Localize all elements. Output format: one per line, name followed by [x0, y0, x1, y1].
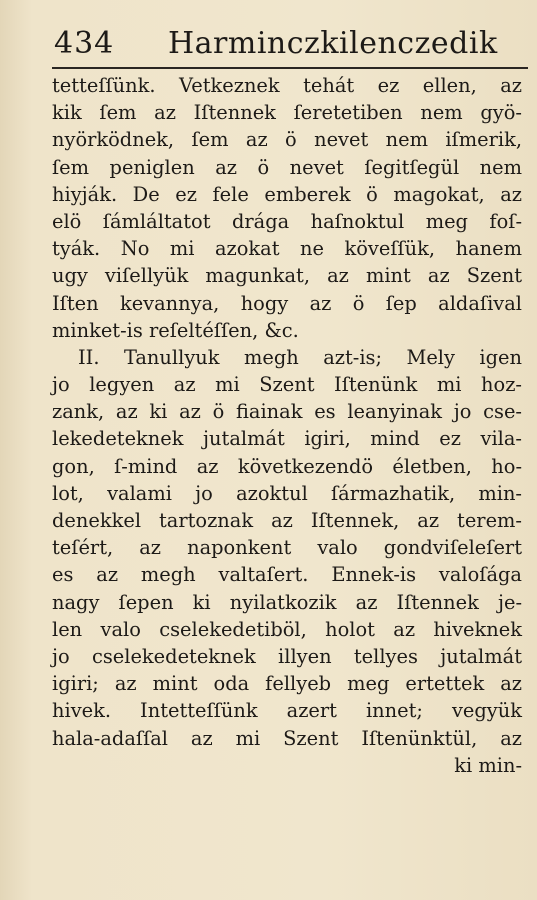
text-line: ugy viſellyük magunkat, az mint az Szent: [52, 264, 522, 288]
text-line: nagy ſepen ki nyilatkozik az Iſtennek je-: [52, 590, 522, 614]
text-line: lot, valami jo azoktul ſármazhatik, min-: [52, 481, 522, 505]
catchword: ki min-: [454, 753, 522, 777]
running-title: Harminczkilenczedik: [168, 26, 498, 61]
text-line: kik ſem az Iſtennek ſeretetiben nem gyö-: [52, 101, 522, 125]
text-line: len valo cselekedetiböl, holot az hiveknek: [52, 617, 522, 641]
text-line: nyörködnek, ſem az ö nevet nem iſmerik,: [52, 128, 522, 152]
page-number: 434: [54, 26, 115, 61]
text-line: Iſten kevannya, hogy az ö ſep aldaſival: [52, 291, 522, 315]
text-line: minket-is reſeltéſſen, &c.: [52, 318, 299, 342]
text-line: gon, ſ-mind az következendö életben, ho-: [52, 454, 522, 478]
text-line: tetteſſünk. Vetkeznek tehát ez ellen, az: [52, 74, 522, 97]
running-head: [46, 22, 516, 62]
header-rule: [52, 67, 528, 69]
text-line: igiri; az mint oda fellyeb meg ertettek az: [52, 672, 522, 696]
body-text: [52, 72, 522, 779]
text-line: zank, az ki az ö fiainak es leanyinak jo cse-: [52, 400, 522, 424]
text-line: denekkel tartoznak az Iſtennek, az terem-: [52, 509, 522, 532]
text-line: lekedeteknek jutalmát igiri, mind ez vila-: [52, 427, 522, 451]
text-line: II. Tanullyuk megh azt-is; Mely igen: [78, 345, 522, 369]
text-line: hiyják. De ez fele emberek ö magokat, az: [52, 182, 522, 206]
text-line: elö ſámláltatot drága haſnoktul meg foſ-: [52, 209, 522, 233]
text-line: teſért, az naponkent valo gondviſeleſert: [52, 536, 522, 560]
text-line: tyák. No mi azokat ne köveſſük, hanem: [52, 237, 522, 261]
text-line: jo cselekedeteknek illyen tellyes jutalmát: [52, 644, 522, 668]
text-line: jo legyen az mi Szent Iſtenünk mi hoz-: [52, 373, 522, 397]
text-line: hala-adaſſal az mi Szent Iſtenünktül, az: [52, 726, 522, 750]
text-line: es az megh valtaſert. Ennek-is valoſága: [52, 563, 522, 587]
text-line: hivek. Intetteſſünk azert innet; vegyük: [52, 699, 522, 723]
text-line: ſem peniglen az ö nevet ſegitſegül nem: [52, 155, 522, 179]
